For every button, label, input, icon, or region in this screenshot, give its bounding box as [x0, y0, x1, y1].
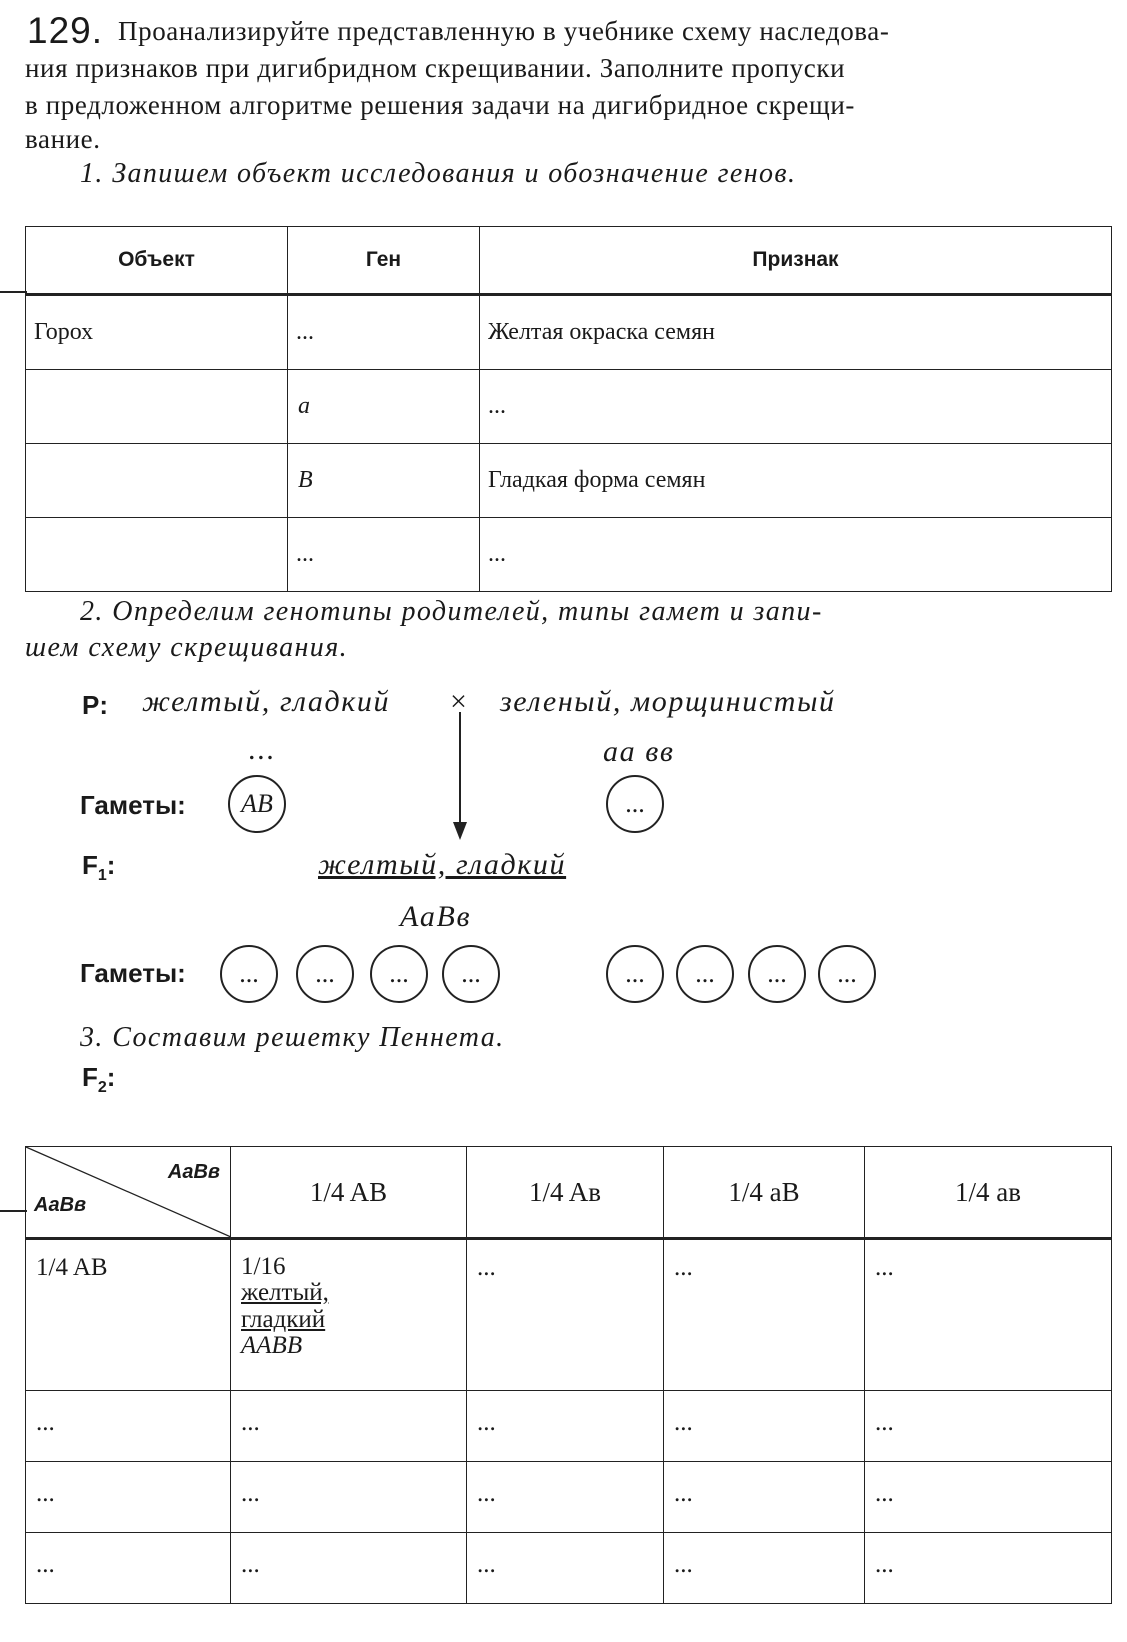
parent-1-gamete: AB — [228, 775, 286, 833]
punnett-cell: ... — [231, 1462, 467, 1533]
parent-2-genotype: аа вв — [603, 735, 675, 768]
cell-phenotype-line-1: желтый, — [241, 1279, 329, 1307]
column-header-trait: Признак — [480, 227, 1112, 295]
punnett-row — [26, 1533, 1112, 1604]
f2-label: $F_2$: — [82, 1062, 116, 1097]
corner-top-genotype: AaBв — [167, 1161, 220, 1183]
punnett-square — [25, 1146, 1112, 1604]
corner-bottom-genotype: AaBв — [34, 1194, 87, 1216]
cell-genotype: AABB — [241, 1331, 303, 1359]
cell-gene: ... — [288, 295, 480, 370]
f1-gamete-right-1: ... — [606, 945, 664, 1003]
cell-object — [26, 444, 288, 518]
punnett-cell: ... — [664, 1462, 865, 1533]
parents-label: P: — [82, 690, 108, 720]
punnett-cell: ... — [467, 1391, 664, 1462]
punnett-row — [26, 1462, 1112, 1533]
punnett-row-header: ... — [26, 1391, 231, 1462]
parent-2-phenotype: зеленый, морщинистый — [500, 685, 836, 718]
punnett-col-header: 1/4 AB — [231, 1147, 467, 1239]
genes-table — [25, 226, 1112, 592]
f1-gamete-right-2: ... — [676, 945, 734, 1003]
cell-ratio: 1/16 — [241, 1253, 286, 1280]
task-text-line-3: в предложенном алгоритме решения задачи на дигибридное скрещи- — [25, 90, 856, 120]
f1-gamete-left-4: ... — [442, 945, 500, 1003]
punnett-cell: ... — [467, 1533, 664, 1604]
punnett-col-header: 1/4 aB — [664, 1147, 865, 1239]
punnett-corner-cell — [26, 1147, 231, 1239]
f1-phenotype: желтый, гладкий — [318, 848, 567, 881]
cell-trait: Гладкая форма семян — [480, 444, 1112, 518]
gametes-label-f1: Гаметы: — [80, 958, 186, 988]
cell-phenotype-line-2: гладкий — [241, 1305, 326, 1333]
punnett-row — [26, 1239, 1112, 1391]
table-row — [26, 518, 1112, 592]
table-row — [26, 370, 1112, 444]
cell-object: Горох — [26, 295, 288, 370]
task-text-line-1: Проанализируйте представленную в учебнике схему наследова- — [118, 16, 890, 46]
cell-trait: Желтая окраска семян — [480, 295, 1112, 370]
cell-gene: ... — [288, 518, 480, 592]
punnett-col-header: 1/4 aв — [865, 1147, 1112, 1239]
f1-label: $F_1$: — [82, 850, 116, 885]
punnett-cell: ... — [865, 1239, 1112, 1391]
column-header-gene: Ген — [288, 227, 480, 295]
task-text-line-4: вание. — [25, 124, 101, 154]
cross-sign: × — [450, 685, 469, 718]
cell-trait: ... — [480, 518, 1112, 592]
step-1-heading: 1. Запишем объект исследования и обозначение генов. — [80, 158, 797, 189]
punnett-row-header: ... — [26, 1462, 231, 1533]
punnett-cell: ... — [467, 1462, 664, 1533]
cell-gene: a — [288, 370, 480, 444]
punnett-cell: ... — [231, 1533, 467, 1604]
punnett-col-header: 1/4 Aв — [467, 1147, 664, 1239]
punnett-cell: ... — [467, 1239, 664, 1391]
step-2-heading-line-1: 2. Определим генотипы родителей, типы гамет и запи- — [80, 596, 823, 627]
parent-2-gamete: ... — [606, 775, 664, 833]
f1-gamete-left-3: ... — [370, 945, 428, 1003]
table-header-row — [26, 227, 1112, 295]
punnett-row — [26, 1391, 1112, 1462]
punnett-cell: ... — [664, 1533, 865, 1604]
parent-1-phenotype: желтый, гладкий — [142, 685, 391, 718]
punnett-cell: ... — [865, 1391, 1112, 1462]
punnett-cell: ... — [865, 1462, 1112, 1533]
punnett-cell: ... — [865, 1533, 1112, 1604]
cell-trait: ... — [480, 370, 1112, 444]
f1-gamete-right-4: ... — [818, 945, 876, 1003]
f1-gamete-left-2: ... — [296, 945, 354, 1003]
cell-gene: B — [288, 444, 480, 518]
task-number: 129. — [27, 10, 104, 51]
step-2-heading-line-2: шем схему скрещивания. — [25, 632, 349, 663]
step-3-heading: 3. Составим решетку Пеннета. — [80, 1022, 505, 1053]
f1-gamete-left-1: ... — [220, 945, 278, 1003]
punnett-cell: ... — [664, 1239, 865, 1391]
cell-object — [26, 518, 288, 592]
table-lead-line — [0, 291, 27, 293]
punnett-cell: ... — [664, 1391, 865, 1462]
punnett-header-row — [26, 1147, 1112, 1239]
cell-object — [26, 370, 288, 444]
f1-genotype: AaBв — [400, 900, 472, 933]
punnett-lead-line — [0, 1210, 27, 1212]
punnett-cell-filled — [231, 1239, 467, 1391]
task-text-line-2: ния признаков при дигибридном скрещивании. Заполните пропуски — [25, 53, 846, 83]
punnett-cell: ... — [231, 1391, 467, 1462]
parent-1-genotype: ... — [248, 733, 276, 766]
gametes-label-parents: Гаметы: — [80, 790, 186, 820]
column-header-object: Объект — [26, 227, 288, 295]
f1-gamete-right-3: ... — [748, 945, 806, 1003]
cross-arrow — [450, 712, 470, 842]
punnett-row-header: ... — [26, 1533, 231, 1604]
table-row — [26, 295, 1112, 370]
punnett-row-header: 1/4 AB — [26, 1239, 231, 1391]
table-row — [26, 444, 1112, 518]
